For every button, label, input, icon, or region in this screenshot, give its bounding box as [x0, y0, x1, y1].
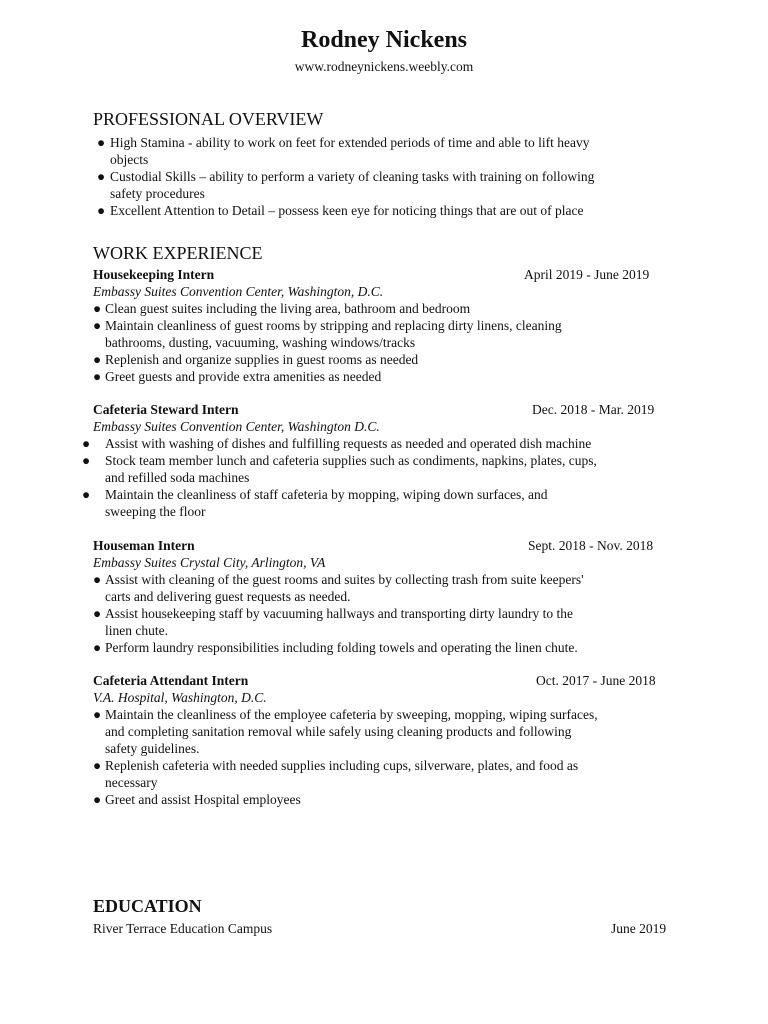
bullet: ●: [82, 453, 91, 468]
job-dates: Oct. 2017 - June 2018: [536, 673, 656, 688]
bullet: ●: [82, 436, 91, 451]
overview-item-2-line2: safety procedures: [110, 186, 205, 201]
overview-item-3-line1: Excellent Attention to Detail – possess keen eye for noticing things that are out of place: [110, 203, 584, 218]
job-bullet-line: Replenish and organize supplies in guest rooms as needed: [105, 352, 419, 367]
job-bullet-line: and completing sanitation removal while safely using cleaning products and following: [105, 724, 572, 739]
candidate-name: Rodney Nickens: [300, 27, 468, 53]
bullet: ●: [93, 352, 102, 367]
job-bullet-line: Stock team member lunch and cafeteria supplies such as condiments, napkins, plates, cups,: [105, 453, 597, 468]
bullet: ●: [82, 487, 91, 502]
job-bullet-line: Assist with washing of dishes and fulfilling requests as needed and operated dish machine: [105, 436, 592, 451]
section-heading-education: EDUCATION: [93, 896, 202, 916]
job-bullet-line: carts and delivering guest requests as needed.: [105, 589, 351, 604]
overview-item-1-line2: objects: [110, 152, 149, 167]
bullet: ●: [93, 301, 102, 316]
job-bullet-line: linen chute.: [105, 623, 168, 638]
bullet: ●: [93, 758, 102, 773]
overview-item-1-line1: High Stamina - ability to work on feet for extended periods of time and able to lift heavy: [110, 135, 590, 150]
job-bullet-line: Clean guest suites including the living area, bathroom and bedroom: [105, 301, 471, 316]
job-employer: Embassy Suites Crystal City, Arlington, VA: [93, 555, 326, 570]
bullet: ●: [97, 203, 106, 218]
job-title: Housekeeping Intern: [93, 267, 215, 282]
job-bullet-line: Maintain cleanliness of guest rooms by stripping and replacing dirty linens, cleaning: [105, 318, 562, 333]
bullet: ●: [93, 640, 102, 655]
job-bullet-line: Maintain the cleanliness of the employee cafeteria by sweeping, mopping, wiping surfaces,: [105, 707, 598, 722]
bullet: ●: [93, 572, 102, 587]
job-employer: Embassy Suites Convention Center, Washington D.C.: [93, 419, 380, 434]
bullet: ●: [93, 606, 102, 621]
job-dates: April 2019 - June 2019: [524, 267, 650, 282]
section-heading-overview: PROFESSIONAL OVERVIEW: [93, 109, 324, 129]
bullet: ●: [97, 135, 106, 150]
job-title: Houseman Intern: [93, 538, 195, 553]
job-dates: Dec. 2018 - Mar. 2019: [532, 402, 655, 417]
bullet: ●: [93, 318, 102, 333]
job-bullet-line: Replenish cafeteria with needed supplies including cups, silverware, plates, and food as: [105, 758, 579, 773]
job-dates: Sept. 2018 - Nov. 2018: [528, 538, 654, 553]
job-bullet-line: and refilled soda machines: [105, 470, 250, 485]
website-link[interactable]: www.rodneynickens.weebly.com: [294, 59, 474, 74]
graduation-date: June 2019: [611, 921, 667, 936]
section-heading-experience: WORK EXPERIENCE: [93, 243, 263, 263]
job-title: Cafeteria Attendant Intern: [93, 673, 249, 688]
bullet: ●: [93, 707, 102, 722]
bullet: ●: [93, 792, 102, 807]
job-bullet-line: Greet guests and provide extra amenities as needed: [105, 369, 382, 384]
overview-item-2-line1: Custodial Skills – ability to perform a variety of cleaning tasks with training on following: [110, 169, 595, 184]
job-bullet-line: Assist housekeeping staff by vacuuming hallways and transporting dirty laundry to the: [105, 606, 574, 621]
bullet: ●: [93, 369, 102, 384]
job-bullet-line: Greet and assist Hospital employees: [105, 792, 301, 807]
job-bullet-line: sweeping the floor: [105, 504, 206, 519]
job-employer: V.A. Hospital, Washington, D.C.: [93, 690, 267, 705]
job-bullet-line: Maintain the cleanliness of staff cafeteria by mopping, wiping down surfaces, and: [105, 487, 548, 502]
school-name: River Terrace Education Campus: [93, 921, 273, 936]
job-bullet-line: safety guidelines.: [105, 741, 200, 756]
job-bullet-line: bathrooms, dusting, vacuuming, washing windows/tracks: [105, 335, 416, 350]
job-bullet-line: Perform laundry responsibilities including folding towels and operating the linen chute.: [105, 640, 578, 655]
job-employer: Embassy Suites Convention Center, Washington, D.C.: [93, 284, 384, 299]
job-title: Cafeteria Steward Intern: [93, 402, 239, 417]
bullet: ●: [97, 169, 106, 184]
job-bullet-line: necessary: [105, 775, 158, 790]
job-bullet-line: Assist with cleaning of the guest rooms and suites by collecting trash from suite keepers': [105, 572, 584, 587]
